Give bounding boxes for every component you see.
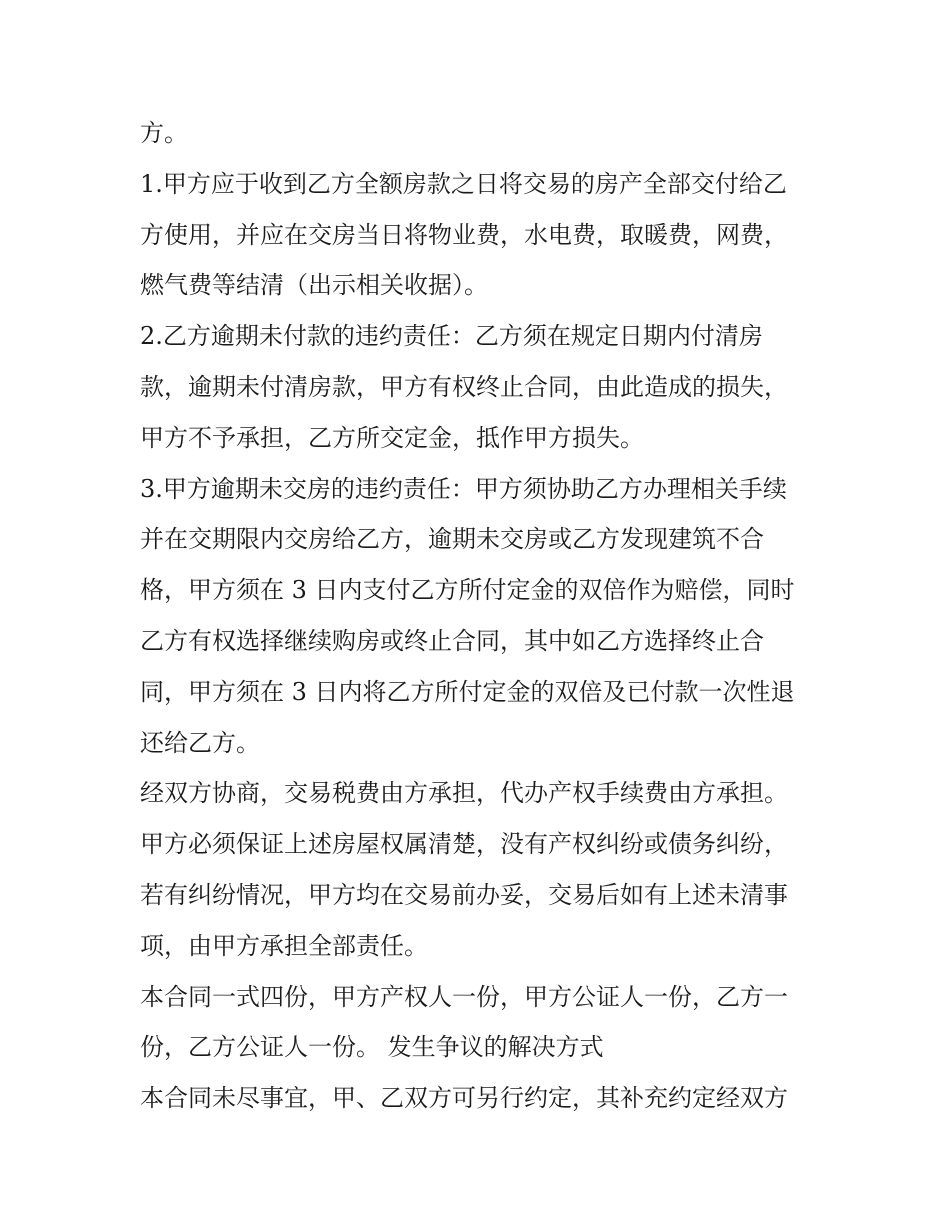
text-line: 乙方有权选择继续购房或终止合同，其中如乙方选择终止合 — [140, 626, 764, 655]
text-line: 并在交期限内交房给乙方，逾期未交房或乙方发现建筑不合 — [140, 525, 764, 554]
text-line: 同，甲方须在 3 日内将乙方所付定金的双倍及已付款一次性退 — [140, 677, 795, 706]
text-line: 份，乙方公证人一份。 发生争议的解决方式 — [140, 1033, 604, 1062]
text-line: 燃气费等结清（出示相关收据）。 — [140, 271, 488, 300]
text-line: 还给乙方。 — [140, 728, 260, 757]
text-line: 方。 — [140, 119, 188, 147]
text-line: 本合同未尽事宜，甲、乙双方可另行约定，其补充约定经双方 — [140, 1084, 788, 1113]
text-line: 1.甲方应于收到乙方全额房款之日将交易的房产全部交付给乙 — [140, 169, 787, 198]
text-line: 经双方协商，交易税费由方承担，代办产权手续费由方承担。 — [140, 779, 788, 808]
text-line: 格，甲方须在 3 日内支付乙方所付定金的双倍作为赔偿，同时 — [140, 576, 795, 605]
text-line: 款，逾期未付清房款，甲方有权终止合同，由此造成的损失， — [140, 372, 788, 401]
text-line: 甲方必须保证上述房屋权属清楚，没有产权纠纷或债务纠纷， — [140, 830, 788, 859]
contract-body-text — [140, 108, 820, 1124]
text-line: 本合同一式四份，甲方产权人一份，甲方公证人一份，乙方一 — [140, 982, 788, 1011]
text-line: 若有纠纷情况，甲方均在交易前办妥，交易后如有上述未清事 — [140, 880, 788, 909]
text-line: 方使用，并应在交房当日将物业费，水电费，取暖费，网费， — [140, 220, 788, 249]
text-line: 项，由甲方承担全部责任。 — [140, 931, 428, 960]
text-line: 甲方不予承担，乙方所交定金，抵作甲方损失。 — [140, 423, 644, 452]
text-line: 3.甲方逾期未交房的违约责任：甲方须协助乙方办理相关手续 — [140, 474, 787, 503]
text-line: 2.乙方逾期未付款的违约责任：乙方须在规定日期内付清房 — [140, 322, 763, 351]
